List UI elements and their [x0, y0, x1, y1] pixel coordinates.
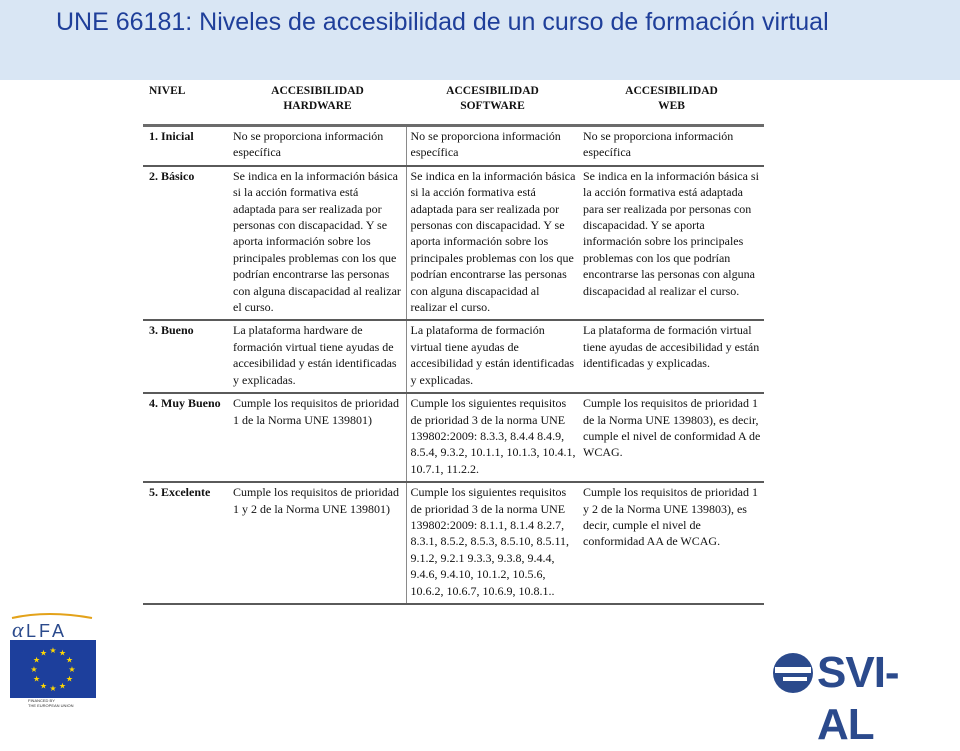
software-cell: Se indica en la información básica si la acción formativa está adaptada para ser realizada por personas con discapacidad. Y se aporta información sobre los principales problemas con los que podrían encontrarse las personas con alguna discapacidad al realizar el curso. — [406, 166, 579, 321]
web-cell: La plataforma de formación virtual tiene ayudas de accesibilidad y están identificadas y explicadas. — [579, 320, 764, 393]
header-hardware-line1: ACCESIBILIDAD — [271, 85, 364, 97]
header-web-line2: WEB — [658, 100, 685, 112]
eu-star-icon: ★ — [49, 684, 57, 693]
table-row — [143, 166, 764, 321]
alfa-logo — [8, 612, 96, 640]
software-cell: La plataforma de formación virtual tiene ayudas de accesibilidad y están identificadas y explicadas. — [406, 320, 579, 393]
svi-globe-band — [775, 667, 811, 673]
table-row — [143, 126, 764, 166]
svi-al-logo — [771, 645, 951, 749]
hardware-cell: Cumple los requisitos de prioridad 1 de la Norma UNE 139801) — [229, 393, 406, 482]
web-cell: Cumple los requisitos de prioridad 1 de la Norma UNE 139803), es decir, cumple el nivel de conformidad A de WCAG. — [579, 393, 764, 482]
alfa-logo-alpha: α — [12, 617, 24, 640]
hardware-cell: Cumple los requisitos de prioridad 1 y 2 de la Norma UNE 139801) — [229, 482, 406, 604]
header-software — [406, 80, 579, 126]
header-hardware-line2: HARDWARE — [283, 100, 352, 112]
eu-caption — [28, 698, 88, 708]
eu-star-icon: ★ — [49, 646, 57, 655]
eu-star-icon: ★ — [32, 674, 41, 684]
eu-caption-line2: THE EUROPEAN UNION — [28, 703, 74, 708]
header-web — [579, 80, 764, 126]
svi-globe-icon — [771, 645, 817, 701]
alfa-logo-arc — [12, 614, 92, 618]
table-row — [143, 320, 764, 393]
header-web-line1: ACCESIBILIDAD — [625, 85, 718, 97]
eu-star-icon: ★ — [30, 665, 38, 674]
table-row — [143, 482, 764, 604]
eu-star-icon: ★ — [32, 655, 41, 665]
level-cell: 1. Inicial — [143, 126, 229, 166]
table-row — [143, 393, 764, 482]
software-cell: Cumple los siguientes requisitos de prioridad 3 de la norma UNE 139802:2009: 8.1.1, 8.1.4 8.2.7, 8.3.1, 8.5.2, 8.5.3, 8.5.10, 8.5.11, 9.1.2, 9.2.1 9.3.3, 9.3.8, 9.4.4, 9.4.6, 9.4.10, 10.1.2, 10.5.6, 10.6.2, 10.6.7, 10.6.9, 10.8.1.. — [406, 482, 579, 604]
eu-star-icon: ★ — [68, 665, 76, 674]
web-cell: No se proporciona información específica — [579, 126, 764, 166]
header-nivel-label: NIVEL — [149, 85, 186, 97]
eu-star-icon: ★ — [58, 648, 67, 658]
table-header-row — [143, 80, 764, 126]
alfa-logo-text: LFA — [26, 621, 68, 640]
svi-globe-band2 — [783, 677, 807, 681]
level-cell: 3. Bueno — [143, 320, 229, 393]
level-cell: 4. Muy Bueno — [143, 393, 229, 482]
accessibility-levels-table — [143, 80, 764, 605]
level-cell: 2. Básico — [143, 166, 229, 321]
hardware-cell: La plataforma hardware de formación virtual tiene ayudas de accesibilidad y están identificadas y explicadas. — [229, 320, 406, 393]
accessibility-levels-table-container — [143, 80, 764, 716]
eu-star-icon: ★ — [39, 648, 48, 658]
eu-star-icon: ★ — [65, 655, 74, 665]
eu-star-icon: ★ — [58, 681, 67, 691]
header-nivel — [143, 80, 229, 126]
slide-title: UNE 66181: Niveles de accesibilidad de un curso de formación virtual — [56, 8, 829, 36]
level-cell: 5. Excelente — [143, 482, 229, 604]
hardware-cell: Se indica en la información básica si la acción formativa está adaptada para ser realizada por personas con discapacidad. Y se aporta información sobre los principales problemas con los que podrían encontrarse las personas con alguna discapacidad al realizar el curso. — [229, 166, 406, 321]
web-cell: Se indica en la información básica si la acción formativa está adaptada para ser realizada por personas con discapacidad. Y se aporta información sobre los principales problemas con los que podrían encontrarse las personas con alguna discapacidad al realizar el curso. — [579, 166, 764, 321]
hardware-cell: No se proporciona información específica — [229, 126, 406, 166]
title-bar — [0, 0, 960, 80]
svi-al-text: SVI-AL — [817, 648, 899, 749]
software-cell: No se proporciona información específica — [406, 126, 579, 166]
header-software-line2: SOFTWARE — [460, 100, 525, 112]
eu-flag-logo — [10, 640, 96, 698]
header-hardware — [229, 80, 406, 126]
eu-star-icon: ★ — [39, 681, 48, 691]
header-software-line1: ACCESIBILIDAD — [446, 85, 539, 97]
eu-caption-line1: FINANCED BY — [28, 698, 55, 703]
software-cell: Cumple los siguientes requisitos de prioridad 3 de la norma UNE 139802:2009: 8.3.3, 8.4.4 8.4.9, 8.5.4, 9.3.2, 10.1.1, 10.1.3, 10.4.1, 10.7.1, 11.2.2. — [406, 393, 579, 482]
eu-star-icon: ★ — [65, 674, 74, 684]
web-cell: Cumple los requisitos de prioridad 1 y 2 de la Norma UNE 139803), es decir, cumple el nivel de conformidad AA de WCAG. — [579, 482, 764, 604]
